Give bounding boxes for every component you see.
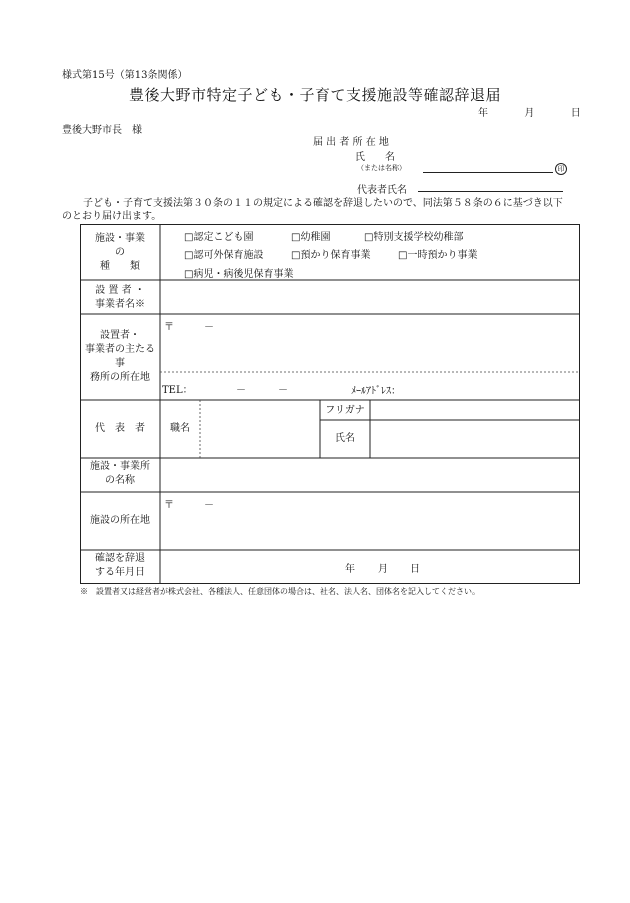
representative-name-label: 代表者氏名: [357, 185, 407, 196]
footnote: ※ 設置者又は経営者が株式会社、各種法人、任意団体の場合は、社名、法人名、団体名を記入してください。: [80, 587, 480, 596]
option-kindergarten[interactable]: □幼稚園: [291, 232, 331, 243]
representative-name-cell-label: 氏名: [335, 433, 355, 444]
withdrawal-day-label: 日: [410, 564, 420, 575]
option-special-support-kindergarten[interactable]: □特別支援学校幼稚部: [364, 232, 464, 243]
option-certified-childcare[interactable]: □認定こども園: [184, 232, 254, 243]
option-unlicensed-nursery[interactable]: □認可外保育施設: [184, 250, 264, 261]
option-after-hours-care[interactable]: □預かり保育事業: [291, 250, 371, 261]
submission-date: [478, 104, 581, 119]
withdrawal-table: [80, 224, 580, 584]
operator-name-label: 設 置 者 ・ 事業者名※: [95, 285, 145, 310]
withdrawal-year-label: 年: [345, 564, 355, 575]
withdrawal-month-label: 月: [378, 564, 388, 575]
withdrawal-date-label: 確認を辞退 する年月日: [95, 553, 145, 578]
facility-postal-mark: 〒: [164, 500, 174, 511]
representative-name-field[interactable]: [372, 422, 578, 456]
operator-postal-dash: －: [204, 322, 214, 333]
facility-name-field[interactable]: [162, 460, 578, 490]
operator-email-label: ﾒｰﾙｱﾄﾞﾚｽ：: [351, 386, 401, 397]
operator-address-label: 設置者・ 事業者の主たる 事 務所の所在地: [85, 330, 155, 383]
representative-title-label: 職名: [170, 423, 190, 434]
facility-type-label: 施設・事業 の 種 類: [95, 233, 145, 272]
applicant-address-label: 届 出 者 所 在 地: [313, 137, 389, 148]
operator-name-field[interactable]: [162, 282, 578, 312]
applicant-name-note: （または名称）: [357, 164, 406, 172]
form-number: 様式第15号（第13条関係）: [62, 70, 188, 81]
operator-tel-dash-1: －: [236, 385, 246, 396]
applicant-name-label: 氏 名: [355, 152, 395, 163]
facility-postal-dash: －: [204, 500, 214, 511]
representative-name-line[interactable]: [418, 191, 563, 192]
statement-text: 子ども・子育て支援法第３０条の１１の規定による確認を辞退したいので、同法第５８条の６に基づき以下のとおり届け出ます。: [62, 198, 563, 222]
representative-title-field[interactable]: [202, 402, 318, 456]
furigana-field[interactable]: [372, 402, 578, 418]
facility-address-field[interactable]: [162, 510, 578, 548]
operator-tel-label: TEL：: [162, 385, 193, 396]
option-sick-child-care[interactable]: □病児・病後児保育事業: [184, 269, 294, 280]
representative-label: 代 表 者: [95, 423, 145, 434]
date-day-label: 日: [570, 108, 581, 119]
furigana-label: フリガナ: [325, 405, 365, 416]
operator-postal-mark: 〒: [164, 322, 174, 333]
option-temporary-care[interactable]: □一時預かり事業: [398, 250, 478, 261]
date-month-label: 月: [524, 108, 535, 119]
facility-address-label: 施設の所在地: [90, 515, 150, 526]
date-year-label: 年: [478, 108, 488, 119]
facility-name-label: 施設・事業所 の名称: [90, 461, 150, 486]
seal-mark-icon: 印: [555, 163, 567, 175]
operator-address-field[interactable]: [162, 332, 578, 370]
applicant-name-line[interactable]: [423, 172, 553, 173]
addressee: 豊後大野市長 様: [62, 125, 142, 136]
operator-tel-dash-2: －: [278, 385, 288, 396]
document-title: 豊後大野市特定子ども・子育て支援施設等確認辞退届: [128, 86, 501, 104]
